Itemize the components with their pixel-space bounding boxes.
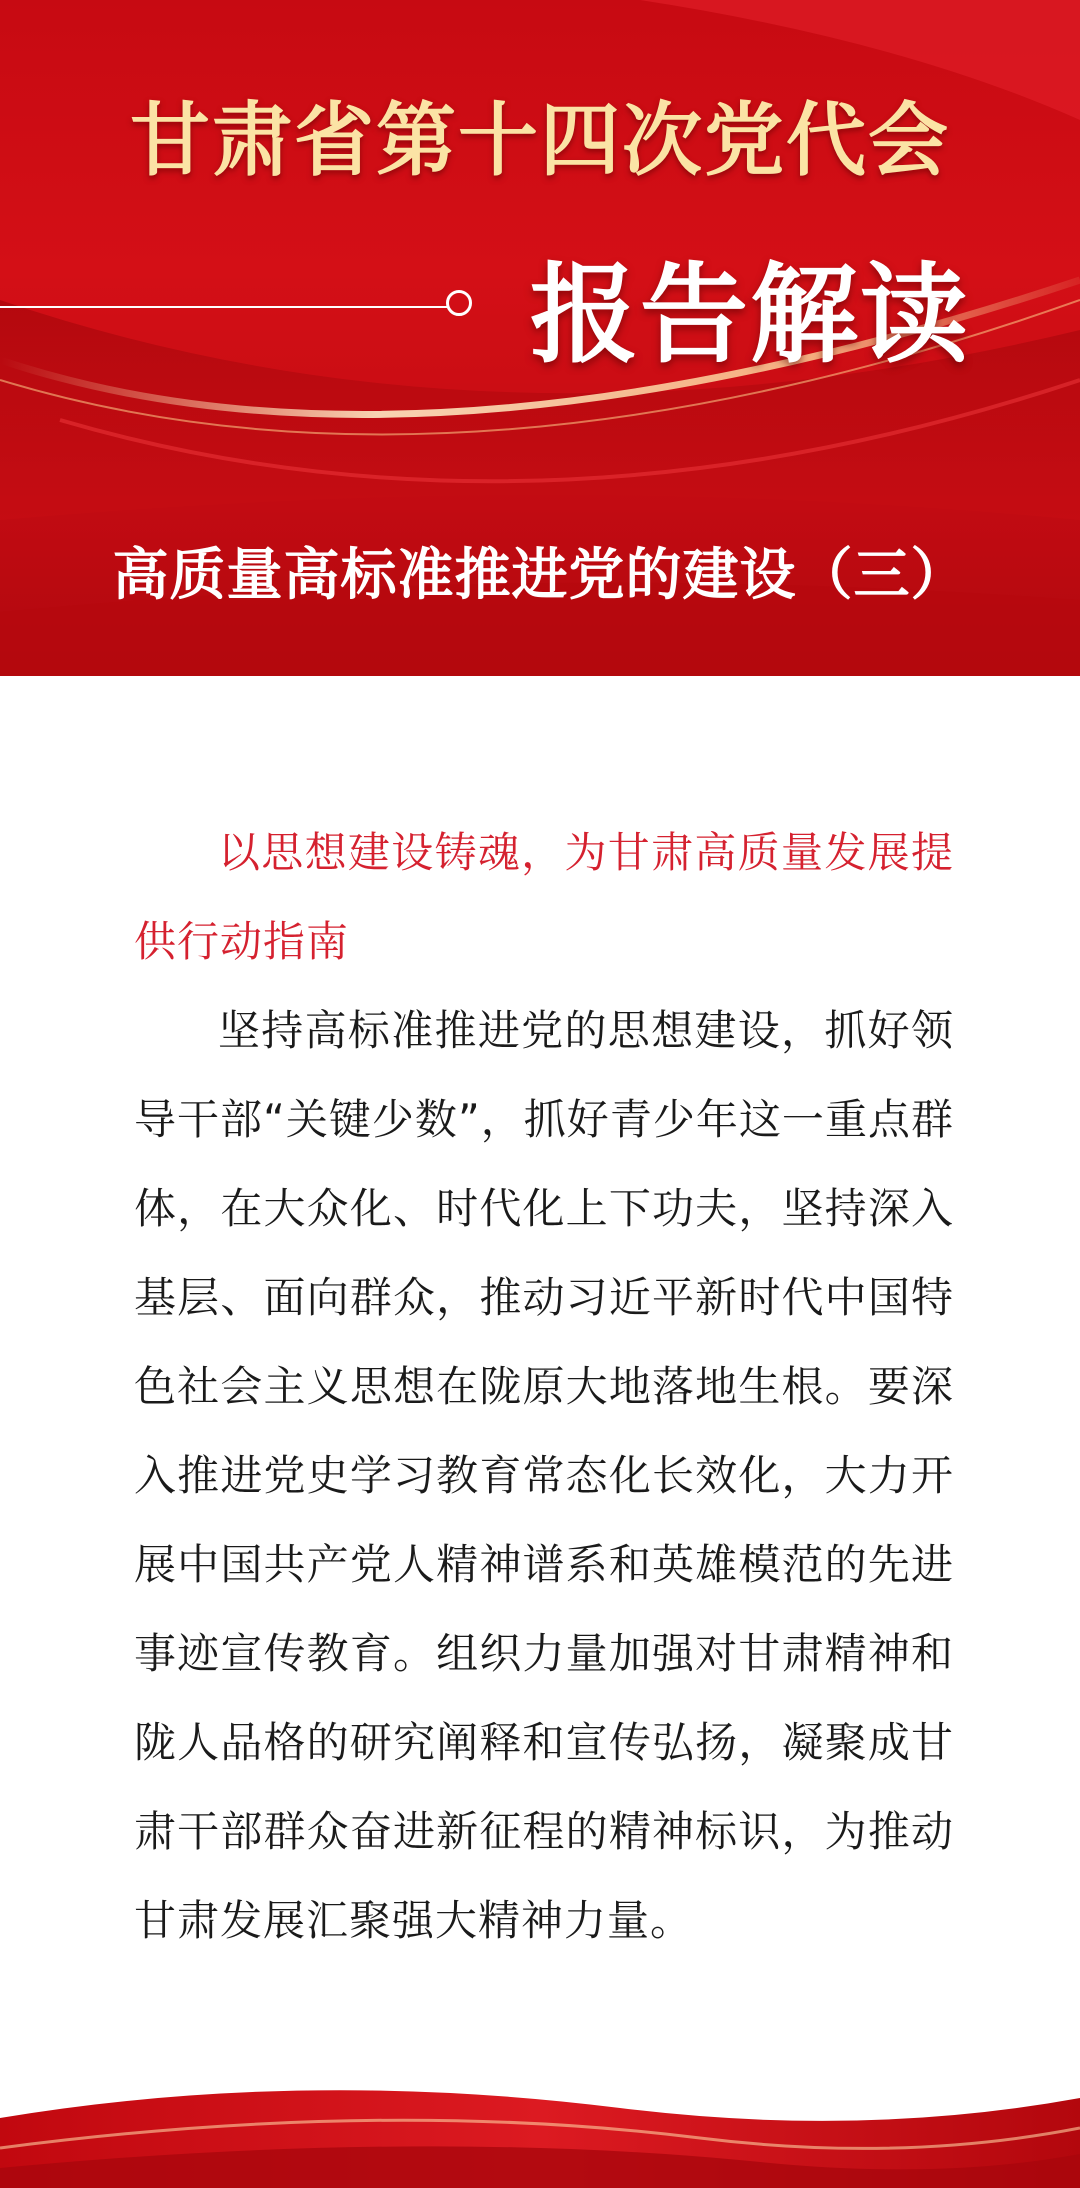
title-rule-line (0, 306, 448, 308)
footer-wave-decoration (0, 2058, 1080, 2188)
title-rule-circle-icon (446, 290, 472, 316)
report-subtitle: 报告解读 (529, 253, 970, 378)
header-banner (0, 0, 1080, 676)
article-paragraph: 坚持高标准推进党的思想建设，抓好领导干部“关键少数”，抓好青少年这一重点群体，在大众化、时代化上下功夫，坚持深入基层、面向群众，推动习近平新时代中国特色社会主义思想在陇原大地落地生根。要深入推进党史学习教育常态化长效化，大力开展中国共产党人精神谱系和英雄模范的先进事迹宣传教育。组织力量加强对甘肃精神和陇人品格的研究阐释和宣传弘扬，凝聚成甘肃干部群众奋进新征程的精神标识，为推动甘肃发展汇聚强大精神力量。 (134, 1006, 954, 1945)
article-heading: 以思想建设铸魂，为甘肃高质量发展提供行动指南 (134, 828, 954, 966)
article-body (134, 808, 954, 1965)
report-title: 甘肃省第十四次党代会 (130, 93, 950, 187)
section-title: 高质量高标准推进党的建设（三） (112, 543, 968, 608)
